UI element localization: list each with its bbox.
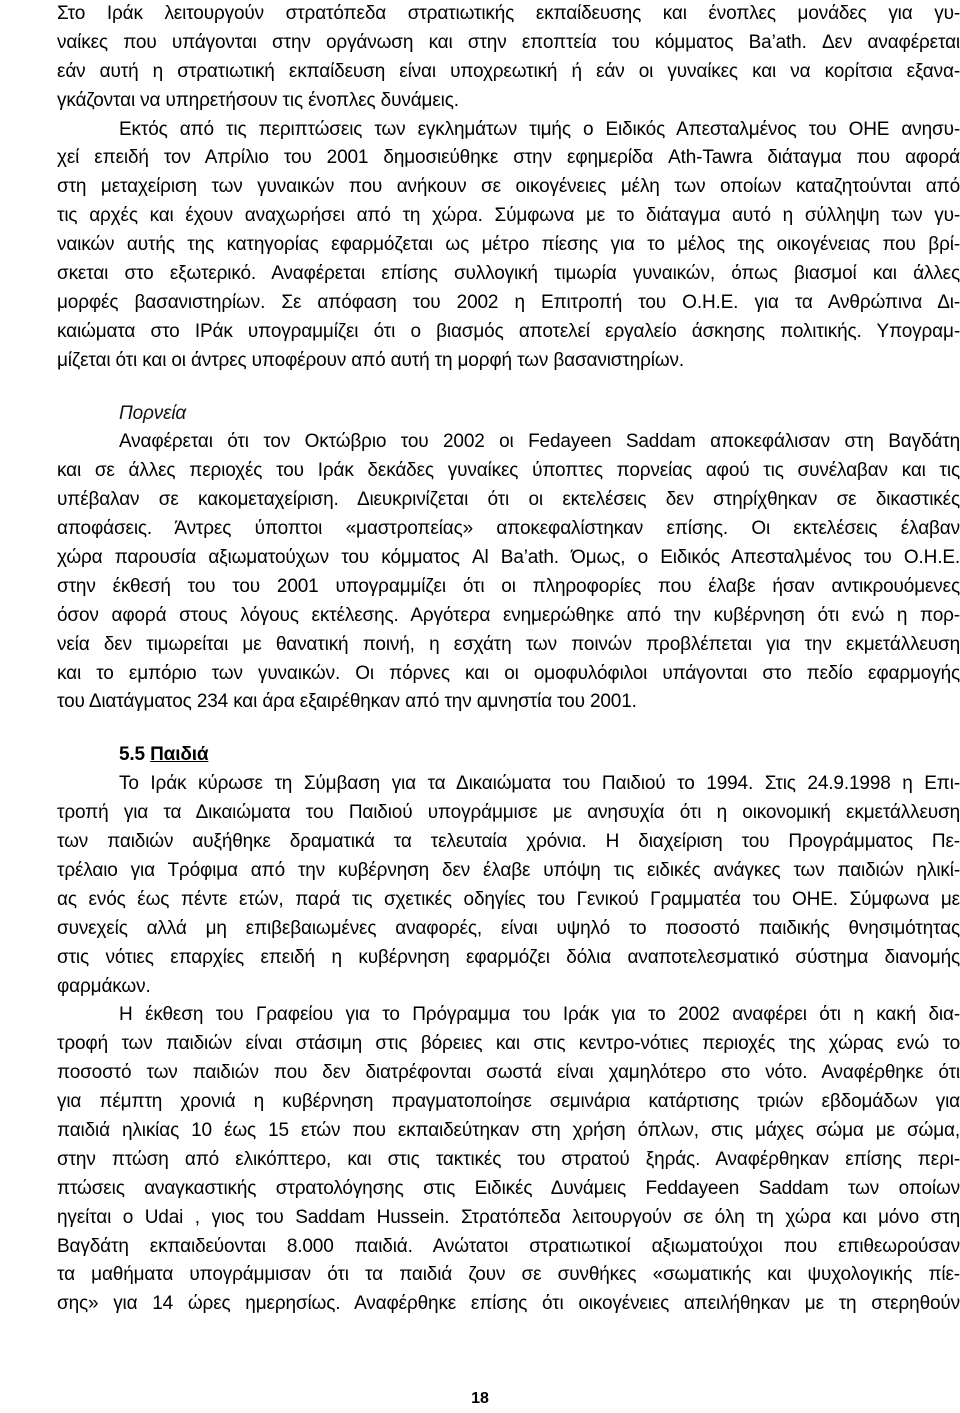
text-line: τα μαθήματα υπογράμμισαν ότι τα παιδιά ζουν σε συνθήκες «σωματικής και ψυχολογικής πίε- <box>57 1264 960 1286</box>
text-line: για πέμπτη χρονιά η κυβέρνηση πραγματοποίησε σεμινάρια κατάρτισης τριών εβδομάδων για <box>57 1091 960 1113</box>
text-line: και σε άλλες περιοχές του Ιράκ δεκάδες γυναίκες ύποπτες πορνείας αφού τις συνέλαβαν και τις <box>57 460 960 482</box>
text-line: μίζεται ότι και οι άντρες υποφέρουν από αυτή τη μορφή των βασανιστηρίων. <box>57 349 685 371</box>
text-line: στις νότιες επαρχίες επειδή η κυβέρνηση εφαρμόζει δόλια αναποτελεσματικό σύστημα διανομής <box>57 946 960 968</box>
paragraph-prostitution <box>57 428 960 717</box>
text-line: ποσοστό των παιδιών που δεν διατρέφονται σωστά είναι χαμηλότερο στο νότο. Αναφέρθηκε ότι <box>57 1062 960 1084</box>
text-line: των παιδιών αυξήθηκε δραματικά τα τελευταία χρόνια. Η διαχείριση του Προγράμματος Πε- <box>57 831 960 853</box>
subheading-prostitution: Πορνεία <box>119 402 187 424</box>
text-line: Η έκθεση του Γραφείου για το Πρόγραμμα του Ιράκ για το 2002 αναφέρει ότι η κακή δια- <box>119 1004 960 1026</box>
text-line: στην πτώση από ελικόπτερο, και στις τακτικές του στρατού ξηράς. Αναφέρθηκαν επίσης περι- <box>57 1148 960 1170</box>
text-line: χώρα παρουσία αξιωματούχων του κόμματος Al Ba’ath. Όμως, ο Ειδικός Απεσταλμένος του Ο.Η.Ε. <box>57 547 960 569</box>
page-number: 18 <box>471 1390 489 1407</box>
text-line: αποφάσεις. Άντρες ύποπτοι «μαστροπείας» αποκεφαλίστηκαν επίσης. Οι εκτελέσεις έλαβαν <box>57 518 960 540</box>
text-line: Στο Ιράκ λειτουργούν στρατόπεδα στρατιωτικής εκπαίδευσης και ένοπλες μονάδες για γυ- <box>57 3 960 24</box>
text-line: εάν αυτή η στρατιωτική εκπαίδευση είναι υποχρεωτική ή εάν οι γυναίκες και να κορίτσια εξανα- <box>57 60 960 82</box>
paragraph-women-military <box>57 0 960 116</box>
text-line: πτώσεις αναγκαστικής στρατολόγησης στις Ειδικές Δυνάμεις Feddayeen Saddam των οποίων <box>57 1177 960 1199</box>
text-line: στην έκθεσή του του 2001 υπογραμμίζει ότι οι πληροφορίες που έλαβε ήσαν αντικρουόμενες <box>57 575 960 597</box>
spacer <box>57 717 960 741</box>
section-title: Παιδιά <box>150 744 209 766</box>
paragraph-children-military <box>57 1001 960 1319</box>
spacer <box>57 376 960 400</box>
text-line: Εκτός από τις περιπτώσεις των εγκλημάτων τιμής ο Ειδικός Απεσταλμένος του ΟΗΕ ανησυ- <box>119 118 960 140</box>
text-line: ναικών αυτής της κατηγορίας εφαρμόζεται ως μέτρο πίεσης για το μέλος της οικογένειας που βρί- <box>57 234 960 256</box>
text-line: του Διατάγματος 234 και άρα εξαιρέθηκαν από την αμνηστία του 2001. <box>57 691 637 713</box>
text-line: τις αρχές και έχουν αναχωρήσει από τη χώρα. Σύμφωνα με το διάταγμα αυτό η σύλληψη των γυ- <box>57 205 960 227</box>
text-line: στη μεταχείριση των γυναικών που ανήκουν σε οικογένειες μέλη των οποίων καταζητούνται από <box>57 176 960 198</box>
paragraph-children-rights <box>57 770 960 1001</box>
text-line: υπέβαλαν σε κακομεταχείριση. Διευκρινίζεται ότι οι εκτελέσεις δεν στηρίχθηκαν σε δικαστικές <box>57 489 960 511</box>
text-line: σης» για 14 ώρες ημερησίως. Αναφέρθηκε επίσης ότι οικογένειες απειλήθηκαν με τη στερηθούν <box>57 1293 960 1315</box>
text-line: Το Ιράκ κύρωσε τη Σύμβαση για τα Δικαιώματα του Παιδιού το 1994. Στις 24.9.1998 η Επι- <box>119 773 960 795</box>
text-line: και το εμπόριο των γυναικών. Οι πόρνες και οι ομοφυλόφιλοι υπάγονται στο πεδίο εφαρμογής <box>57 662 960 684</box>
text-line: γκάζονται να υπηρετήσουν τις ένοπλες δυνάμεις. <box>57 89 459 111</box>
text-line: συνεχείς αλλά μη επιβεβαιωμένες αναφορές, είναι υψηλό το ποσοστό παιδικής θνησιμότητας <box>57 917 960 939</box>
text-line: χεί επειδή τον Απρίλιο του 2001 δημοσιεύθηκε στην εφημερίδα Ath-Tawra διάταγμα που αφορά <box>57 147 960 169</box>
text-line: καιώματα στο ΙΡάκ υπογραμμίζει ότι ο βιασμός αποτελεί εργαλείο άσκησης πολιτικής. Υπογραμ- <box>57 320 960 342</box>
text-line: ναίκες που υπάγονται στην οργάνωση και στην εποπτεία του κόμματος Ba’ath. Δεν αναφέρεται <box>57 31 960 53</box>
text-line: Αναφέρεται ότι τον Οκτώβριο του 2002 οι Fedayeen Saddam αποκεφάλισαν στη Βαγδάτη <box>119 431 960 453</box>
text-line: φαρμάκων. <box>57 975 151 997</box>
text-line: ας ενός έως πέντε ετών, παρά τις σχετικές οδηγίες του Γενικού Γραμματέα του ΟΗΕ. Σύμφωνα με <box>57 888 960 910</box>
section-heading-children <box>57 741 960 770</box>
text-line: Βαγδάτη εκπαιδεύονται 8.000 παιδιά. Ανώτατοι στρατιωτικοί αξιωματούχοι που επιθεωρούσαν <box>57 1235 960 1257</box>
text-line: τροπή για τα Δικαιώματα του Παιδιού υπογράμμισε με ανησυχία ότι η οικονομική εκμετάλλευση <box>57 802 960 824</box>
text-line: όσον αφορά στους λόγους εκτέλεσης. Αργότερα ενημερώθηκε από την κυβέρνηση ότι ενώ η πορ- <box>57 604 960 626</box>
text-line: μορφές βασανιστηρίων. Σε απόφαση του 2002 η Επιτροπή του Ο.Η.Ε. για τα Ανθρώπινα Δι- <box>57 291 960 313</box>
document-page <box>57 0 960 1319</box>
text-line: τροφή των παιδιών είναι στάσιμη στις βόρειες και στις κεντρο-νότιες περιοχές της χώρας ενώ το <box>57 1033 960 1055</box>
text-line: σκεται στο εξωτερικό. Αναφέρεται επίσης συλλογική τιμωρία γυναικών, όπως βιασμοί και άλλες <box>57 263 960 285</box>
section-number: 5.5 <box>119 744 145 766</box>
text-line: ηγείται ο Udai , γιος του Saddam Hussein. Στρατόπεδα λειτουργούν σε όλη τη χώρα και μόνο στη <box>57 1206 960 1228</box>
paragraph-honor-crimes <box>57 116 960 376</box>
text-line: τρέλαιο για Τρόφιμα από την κυβέρνηση δεν έλαβε υπόψη τις ειδικές ανάγκες των παιδιών ηλικί- <box>57 859 960 881</box>
text-line: παιδιά ηλικίας 10 έως 15 ετών που εκπαιδεύτηκαν στη χρήση όπλων, στις μάχες σώμα με σώμα, <box>57 1119 960 1141</box>
text-line: νεία δεν τιμωρείται με θανατική ποινή, η εσχάτη των ποινών προβλέπεται για την εκμετάλλευση <box>57 633 960 655</box>
